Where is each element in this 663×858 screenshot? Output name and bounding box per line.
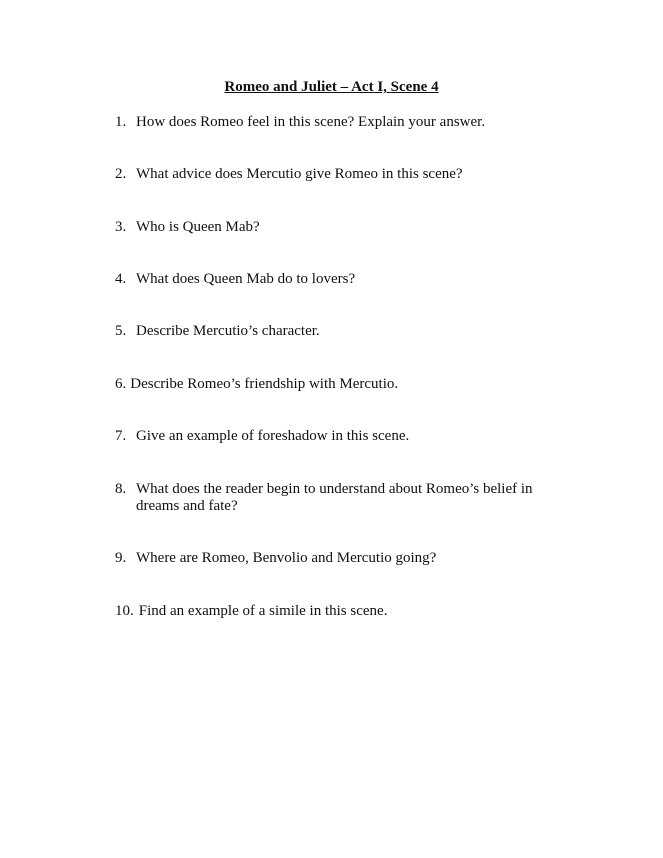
question-number: 3. (115, 219, 127, 235)
question-text: Find an example of a simile in this scene. (138, 603, 388, 619)
question-3 (115, 219, 585, 236)
question-text: Who is Queen Mab? (136, 219, 260, 235)
question-1 (115, 114, 585, 131)
question-5 (115, 323, 585, 340)
question-text: How does Romeo feel in this scene? Explain your answer. (136, 114, 486, 130)
question-6 (115, 376, 585, 393)
question-text: What does the reader begin to understand about Romeo’s belief in (136, 481, 533, 497)
question-number: 5. (115, 323, 127, 339)
question-10 (115, 603, 585, 620)
question-number: 4. (115, 271, 127, 287)
question-text: Describe Mercutio’s character. (136, 323, 320, 339)
question-4 (115, 271, 585, 288)
question-text: What advice does Mercutio give Romeo in this scene? (136, 166, 463, 182)
question-2 (115, 166, 585, 183)
question-text: Give an example of foreshadow in this scene. (136, 428, 410, 444)
question-8 (115, 481, 585, 515)
question-number: 1. (115, 114, 127, 130)
question-text-continued: dreams and fate? (136, 498, 238, 514)
question-number: 9. (115, 550, 127, 566)
question-number: 10. (115, 603, 134, 619)
question-text: What does Queen Mab do to lovers? (136, 271, 356, 287)
question-number: 6. (115, 376, 127, 392)
page-title: Romeo and Juliet – Act I, Scene 4 (224, 79, 439, 95)
question-text: Where are Romeo, Benvolio and Mercutio going? (136, 550, 437, 566)
question-number: 7. (115, 428, 127, 444)
question-number: 8. (115, 481, 127, 497)
question-9 (115, 550, 585, 567)
question-number: 2. (115, 166, 127, 182)
question-text: Describe Romeo’s friendship with Mercutio. (130, 376, 399, 392)
question-7 (115, 428, 585, 445)
